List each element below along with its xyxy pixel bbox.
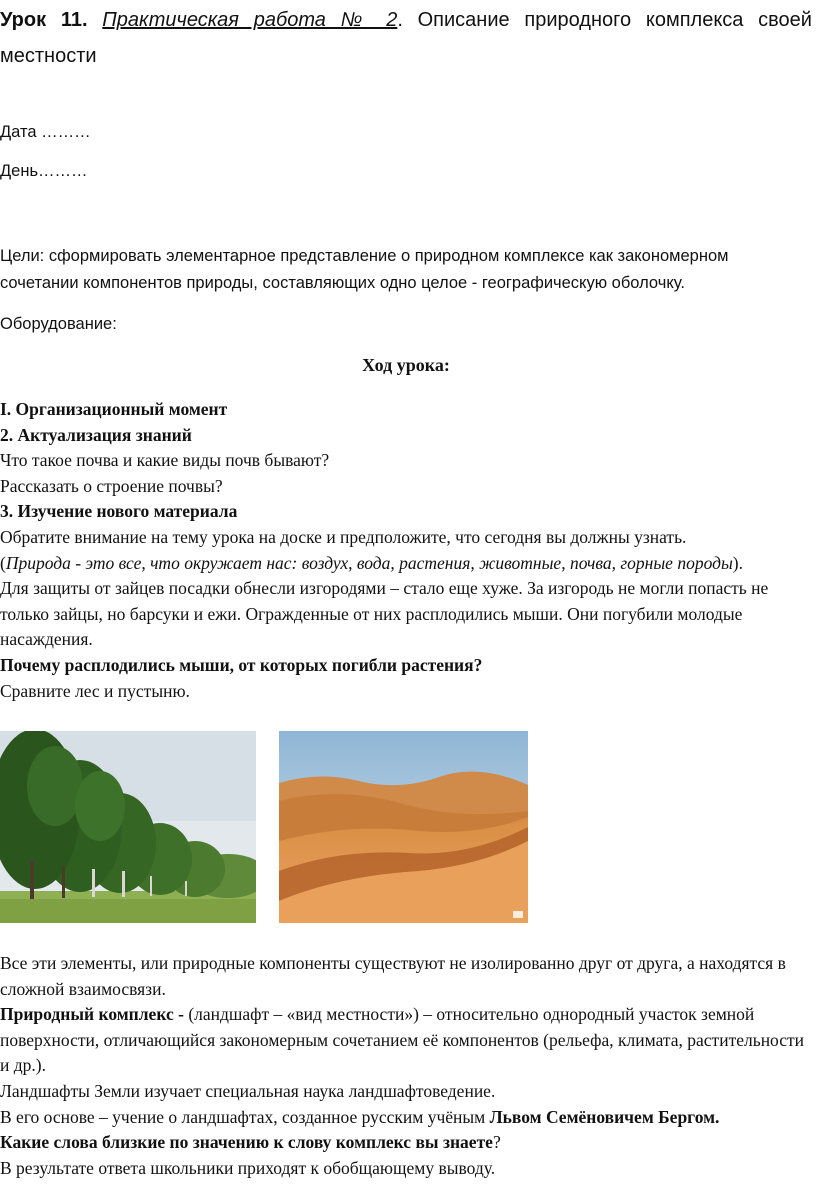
paragraph-berg: В его основе – учение о ландшафтах, созданное русским учёным Львом Семёновичем Бергом. <box>0 1106 720 1127</box>
section-knowledge-update: 2. Актуализация знаний <box>0 424 192 445</box>
section-new-material: 3. Изучение нового материала <box>0 501 238 522</box>
lesson-topic: . Описание природного комплекса своей местности <box>0 9 812 67</box>
question-soil-types: Что такое почва и какие виды почв бывают? <box>0 450 330 471</box>
lesson-number: Урок 11. <box>0 9 88 31</box>
compare-prompt: Сравните лес и пустыню. <box>0 680 190 701</box>
paragraph-natural-complex: Природный комплекс - (ландшафт – «вид местности») – относительно однородный участок земной поверхности, отличающийся закономерным сочетанием её компонентов (рельефа, климата, растительности и др.). <box>0 1004 805 1076</box>
paragraph-nature-definition: (Природа - это все, что окружает нас: воздух, вода, растения, животные, почва, горные породы). <box>0 552 743 573</box>
document-title <box>0 2 812 74</box>
lesson-body-continued <box>0 951 812 1181</box>
question-soil-structure: Рассказать о строение почвы? <box>0 475 223 496</box>
lesson-goals: Цели: сформировать элементарное представление о природном комплексе как закономерном сочетании компонентов природы, составляющих одно целое - географическую оболочку. <box>0 247 729 292</box>
question-mice: Почему расплодились мыши, от которых погибли растения? <box>0 654 483 675</box>
lesson-progress-heading: Ход урока: <box>362 355 450 375</box>
lesson-body <box>0 397 812 704</box>
paragraph-conclusion: В результате ответа школьники приходят к обобщающему выводу. <box>0 1157 496 1178</box>
equipment-label: Оборудование: <box>0 315 117 333</box>
paragraph-topic-prompt: Обратите внимание на тему урока на доске и предположите, что сегодня вы должны узнать. <box>0 526 687 547</box>
day-field: День……… <box>0 162 88 180</box>
nature-definition-text: Природа - это все, что окружает нас: воздух, вода, растения, животные, почва, горные породы <box>5 552 733 573</box>
forest-image <box>0 731 256 923</box>
date-field: Дата ……… <box>0 123 91 141</box>
scientist-name: Львом Семёновичем Бергом. <box>489 1106 720 1127</box>
term-natural-complex: Природный комплекс - <box>0 1004 184 1025</box>
section-organizational: I. Организационный момент <box>0 399 228 419</box>
practical-work-label: Практическая работа № 2 <box>102 9 398 31</box>
desert-image <box>279 731 528 923</box>
paragraph-components: Все эти элементы, или природные компоненты существуют не изолированно друг от друга, а находятся в сложной взаимосвязи. <box>0 953 786 999</box>
paragraph-landscape-science: Ландшафты Земли изучает специальная наука ландшафтоведение. <box>0 1080 496 1101</box>
paragraph-hares-story: Для защиты от зайцев посадки обнесли изгородями – стало еще хуже. За изгородь не могли попасть не только зайцы, но барсуки и ежи. Огражденные от них расплодились мыши. Они погубили молодые насаждения. <box>0 578 769 650</box>
question-synonyms: Какие слова близкие по значению к слову комплекс вы знаете? <box>0 1132 501 1153</box>
